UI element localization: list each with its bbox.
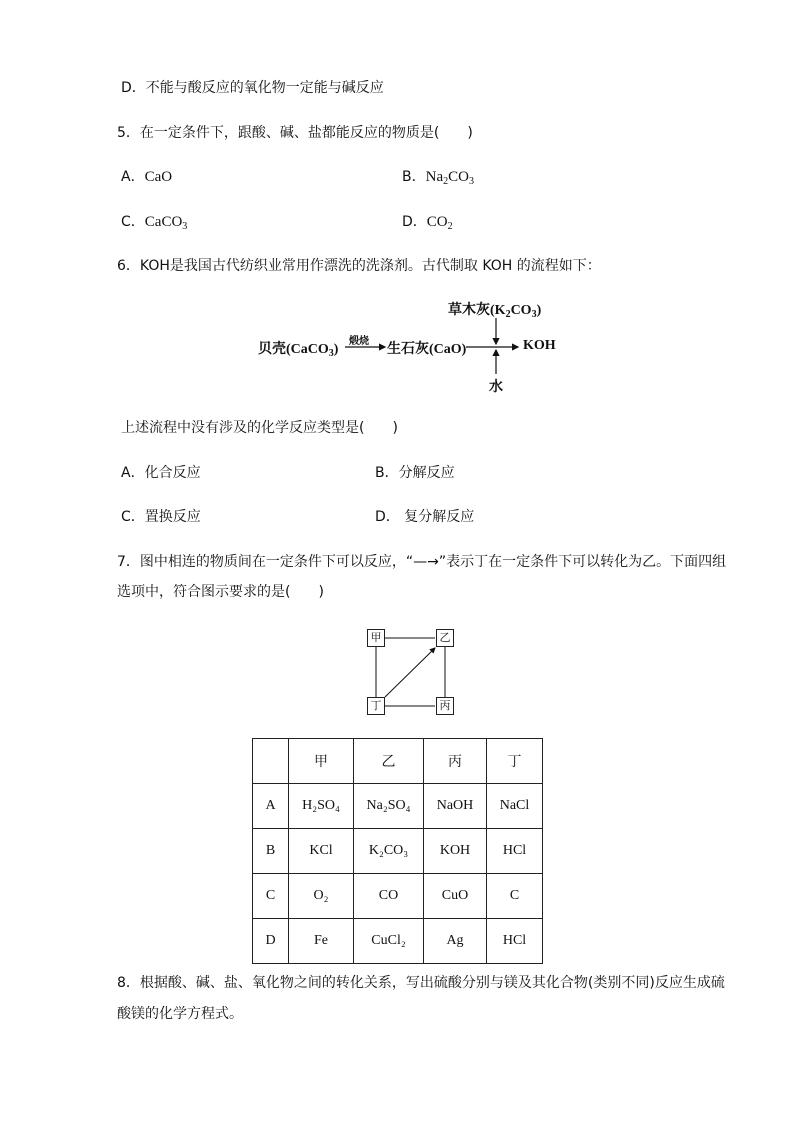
row-label: C <box>253 874 289 919</box>
option-formula: $CO_2$ <box>426 214 453 232</box>
table-header-cell: 乙 <box>354 739 424 784</box>
table-cell: CO <box>354 874 424 919</box>
ash-label: 草木灰$(K_2CO_3)$ <box>448 303 542 320</box>
node-ding: 丁 <box>367 697 385 715</box>
table-row <box>253 829 543 874</box>
table-cell: CuCl₂ <box>354 919 424 964</box>
q5-option-b <box>402 167 474 187</box>
q5-stem: 5．在一定条件下，跟酸、碱、盐都能反应的物质是( ) <box>117 125 473 141</box>
q6-option-c: C．置换反应 <box>121 509 201 525</box>
q5-option-c <box>121 212 187 232</box>
q6-option-a: A．化合反应 <box>121 465 201 481</box>
process-flow-diagram <box>258 292 578 402</box>
table-header-cell <box>253 739 289 784</box>
table-cell: HCl <box>487 829 543 874</box>
row-label: A <box>253 784 289 829</box>
table-header-cell: 甲 <box>289 739 354 784</box>
q5-option-a <box>121 167 172 187</box>
table-cell: O₂ <box>289 874 354 919</box>
table-cell: K₂CO₃ <box>354 829 424 874</box>
table-row <box>253 784 543 829</box>
relation-diagram <box>356 620 466 720</box>
option-letter: A． <box>121 169 145 185</box>
table-cell: CuO <box>424 874 487 919</box>
row-label: B <box>253 829 289 874</box>
q8-line2: 酸镁的化学方程式。 <box>117 1006 243 1022</box>
water-label: 水 <box>489 380 503 395</box>
option-letter: B． <box>402 169 426 185</box>
row-label: D <box>253 919 289 964</box>
q7-stem-line1: 7．图中相连的物质间在一定条件下可以反应，“—→”表示丁在一定条件下可以转化为乙。下面四组 <box>117 554 727 570</box>
q5-option-d <box>402 212 453 232</box>
table-header-cell: 丁 <box>487 739 543 784</box>
option-formula: $Na_2CO_3$ <box>425 169 474 187</box>
table-header-cell: 丙 <box>424 739 487 784</box>
q6-stem: 6．KOH是我国古代纺织业常用作漂洗的洗涤剂。古代制取 KOH 的流程如下： <box>117 258 601 274</box>
node-yi: 乙 <box>436 629 454 647</box>
q7-stem-line2: 选项中，符合图示要求的是( ) <box>117 584 324 600</box>
table-cell: KOH <box>424 829 487 874</box>
koh-label: KOH <box>523 338 556 353</box>
option-letter: D． <box>402 214 427 230</box>
table-row <box>253 919 543 964</box>
table-cell: C <box>487 874 543 919</box>
q6-option-b: B．分解反应 <box>375 465 455 481</box>
q4-option-d: D．不能与酸反应的氧化物一定能与碱反应 <box>121 80 384 96</box>
option-formula: CaO <box>144 169 173 185</box>
table-cell: Fe <box>289 919 354 964</box>
node-bing: 丙 <box>436 697 454 715</box>
shell-label: 贝壳(CaCO$_3$) <box>258 342 339 359</box>
table-cell: NaCl <box>487 784 543 829</box>
table-cell: NaOH <box>424 784 487 829</box>
table-cell: H₂SO₄ <box>289 784 354 829</box>
ding-to-yi-arrow <box>385 648 435 697</box>
table-cell: Na₂SO₄ <box>354 784 424 829</box>
table-row <box>253 874 543 919</box>
table-cell: HCl <box>487 919 543 964</box>
calcine-label: 煅烧 <box>349 336 369 347</box>
option-formula: CaCO$_3$ <box>144 214 188 232</box>
node-jia: 甲 <box>367 629 385 647</box>
table-cell: Ag <box>424 919 487 964</box>
option-letter: C． <box>121 214 145 230</box>
lime-label: 生石灰(CaO) <box>387 342 467 357</box>
table-cell: KCl <box>289 829 354 874</box>
q8-line1: 8．根据酸、碱、盐、氧化物之间的转化关系，写出硫酸分别与镁及其化合物(类别不同)反应生成硫 <box>117 975 725 991</box>
options-table <box>252 738 543 964</box>
q6-option-d: D． 复分解反应 <box>375 509 475 525</box>
q6-question: 上述流程中没有涉及的化学反应类型是( ) <box>121 420 398 436</box>
table-header-row <box>253 739 543 784</box>
